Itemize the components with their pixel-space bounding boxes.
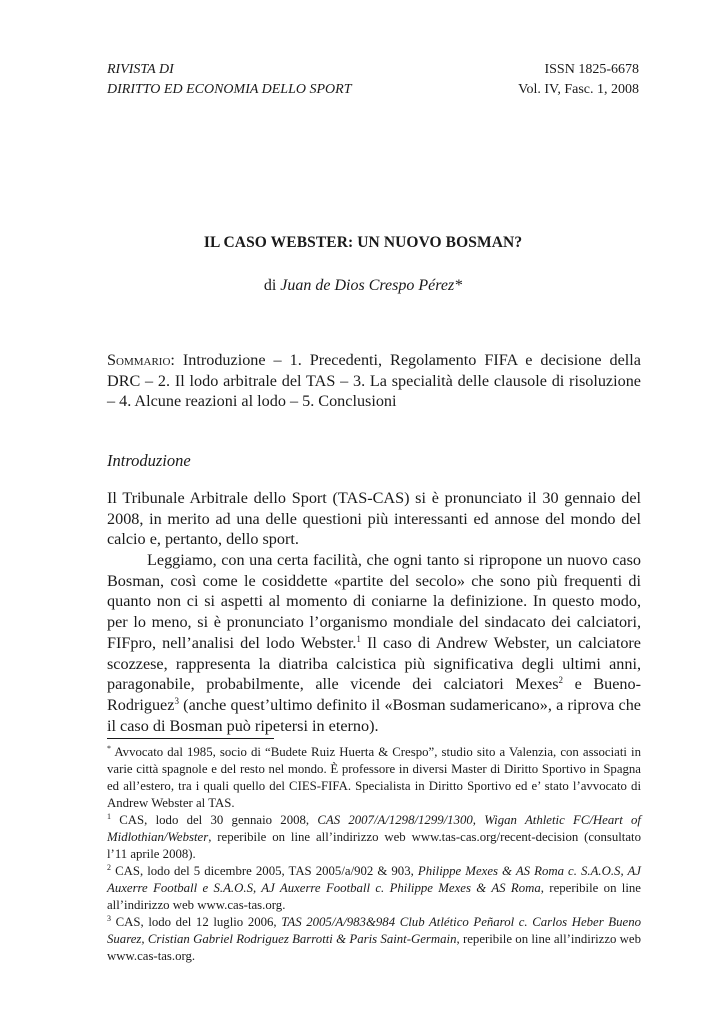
footnote-3-case-title: TAS 2005/A/983&984 Club Atlético Peñarol c. Carlos Heber Bueno Suarez, Cristian Gabriel Rodriguez Barrotti & Paris Saint-Germain	[107, 915, 641, 946]
footnote-author-text: Avvocato dal 1985, socio di “Budete Ruiz Huerta & Crespo”, studio sito a Valenzia, con associati in varie città spagnole e del resto nel mondo. È professore in diversi Master di Diritto Sportivo in Spagna ed all’estero, tra i quali quello del CIES-FIFA. Specialista in Diritto Sportivo ed e’ stato l’avvocato di Andrew Webster al TAS.	[107, 745, 641, 810]
footnote-1-case-title: CAS 2007/A/1298/1299/1300, Wigan Athletic FC/Heart of Midlothian/Webster	[107, 813, 641, 844]
footnote-3-text-a: CAS, lodo del 12 luglio 2006,	[111, 915, 282, 929]
author-prefix: di	[263, 277, 277, 294]
footnote-1-mark: 1	[107, 812, 111, 821]
volume-info: Vol. IV, Fasc. 1, 2008	[518, 82, 639, 97]
footnote-1-text-b: , reperibile on line all’indirizzo web www.tas-cas.org/recent-decision (consultato l’11 aprile 2008).	[107, 830, 641, 861]
footnote-ref-2: 2	[558, 675, 563, 686]
footnote-2	[107, 863, 641, 914]
footnote-separator	[107, 738, 274, 739]
summary	[107, 350, 641, 412]
summary-label: Sommario	[107, 351, 171, 369]
footnote-2-mark: 2	[107, 863, 111, 872]
paragraph-2-text-c: e Bueno-Rodriguez	[107, 675, 641, 714]
paragraph-2-text-b: Il caso di Andrew Webster, un calciatore scozzese, rappresenta la diatriba calcistica più significativa degli ultimi anni, paragonabile, probabilmente, alle vicende dei calciatori Mexes	[107, 633, 641, 694]
footnote-ref-1: 1	[356, 633, 361, 644]
journal-name-line2: DIRITTO ED ECONOMIA DELLO SPORT	[107, 82, 352, 97]
footnote-3	[107, 914, 641, 965]
author-name: Juan de Dios Crespo Pérez*	[280, 277, 463, 294]
footnote-1	[107, 812, 641, 863]
journal-issue-info	[518, 60, 639, 100]
footnote-author-mark: *	[107, 744, 111, 753]
section-heading: Introduzione	[107, 451, 191, 470]
article-title: IL CASO WEBSTER: UN NUOVO BOSMAN?	[203, 234, 523, 251]
journal-name	[107, 60, 352, 100]
footnote-ref-3: 3	[174, 695, 179, 706]
footnote-3-mark: 3	[107, 914, 111, 923]
issn: ISSN 1825-6678	[544, 62, 639, 77]
paragraph-2	[107, 550, 641, 736]
footnote-2-text-b: , reperibile on line all’indirizzo web www.cas-tas.org.	[107, 881, 641, 912]
footnote-2-text-a: CAS, lodo del 5 dicembre 2005, TAS 2005/a/902 & 903,	[111, 864, 418, 878]
footnote-author	[107, 744, 641, 812]
footnote-1-text-a: CAS, lodo del 30 gennaio 2008,	[111, 813, 318, 827]
journal-name-line1: RIVISTA DI	[107, 62, 174, 77]
footnote-3-text-b: , reperibile on line all’indirizzo web www.cas-tas.org.	[107, 932, 642, 963]
paragraph-2-text-d: (anche quest’ultimo definito il «Bosman sudamericano», a riprova che il caso di Bosman può ripetersi in eterno).	[107, 695, 641, 735]
summary-text: : Introduzione – 1. Precedenti, Regolamento FIFA e decisione della DRC – 2. Il lodo arbitrale del TAS – 3. La specialità delle clausole di risoluzione – 4. Alcune reazioni al lodo – 5. Conclusioni	[107, 351, 641, 411]
footnotes	[107, 744, 641, 965]
article-author	[0, 277, 726, 295]
paragraph-2-text-a: Leggiamo, con una certa facilità, che ogni tanto si ripropone un nuovo caso Bosman, così come le cosiddette «partite del secolo» che sono più frequenti di quanto non ci si aspetti al momento di coniarne la definizione. In questo modo, per lo meno, si è pronunciato l’organismo mondiale del sindacato dei calciatori, FIFpro, nell’analisi del lodo Webster.	[107, 551, 641, 652]
footnote-2-case-title: Philippe Mexes & AS Roma c. S.A.O.S, AJ Auxerre Football e S.A.O.S, AJ Auxerre Football c. Philippe Mexes & AS Roma	[107, 864, 641, 895]
paragraph-1: Il Tribunale Arbitrale dello Sport (TAS-CAS) si è pronunciato il 30 gennaio del 2008, in merito ad una delle questioni più interessanti ed annose del mondo del calcio e, pertanto, dello sport.	[107, 489, 641, 549]
